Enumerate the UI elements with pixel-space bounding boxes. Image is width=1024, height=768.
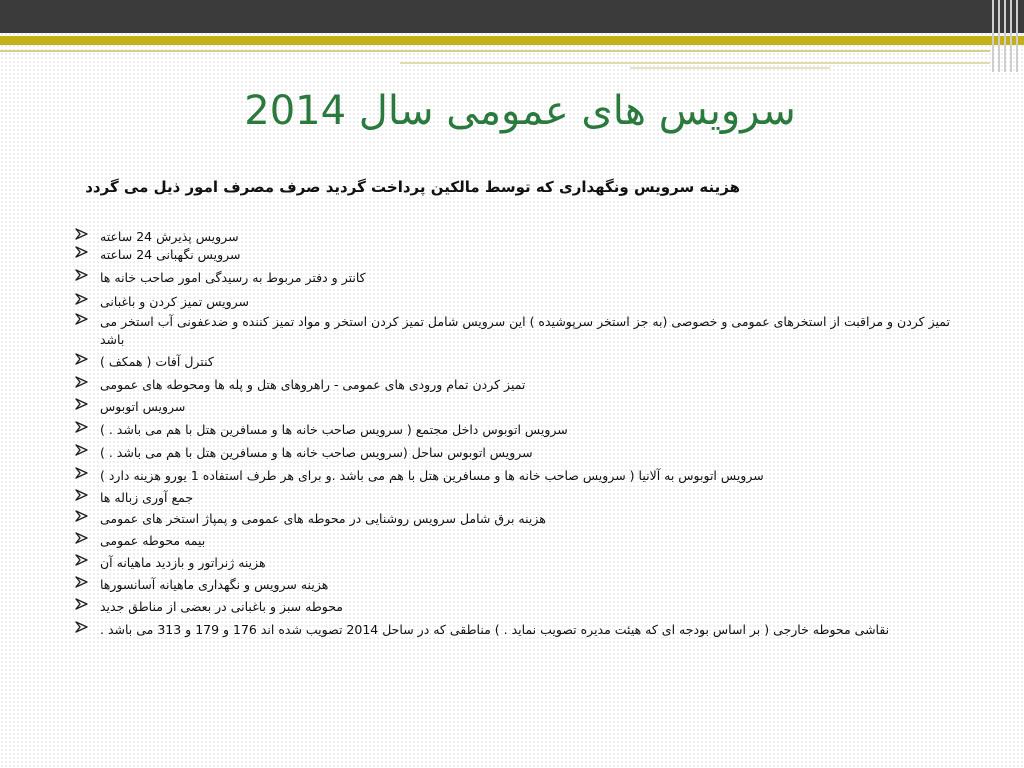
checkmark-arrow-icon [75, 553, 89, 567]
list-item-text: سرویس تمیز کردن و باغبانی [100, 294, 250, 309]
list-item-text: هزینه برق شامل سرویس روشنایی در محوطه های عمومی و پمپاژ استخر های عمومی [100, 511, 546, 526]
list-item-text: سرویس اتوبوس [100, 399, 186, 414]
checkmark-arrow-icon [75, 352, 89, 366]
list-item-text: هزینه ژنراتور و بازدید ماهیانه آن [100, 555, 266, 570]
list-item-text: سرویس نگهبانی 24 ساعته [100, 247, 241, 262]
checkmark-arrow-icon [75, 531, 89, 545]
list-item-text: محوطه سبز و باغبانی در بعضی از مناطق جدید [100, 599, 343, 614]
list-item [0, 574, 1024, 594]
list-item-text: نقاشی محوطه خارجی ( بر اساس بودجه ای که هیئت مدیره تصویب نماید . ) مناطقی که در ساحل 2014 تصویب شده اند 176 و 179 و 313 می باشد . [100, 622, 890, 637]
list-item-text: تمیز کردن تمام ورودی های عمومی - راهروهای هتل و پله ها ومحوطه های عمومی [100, 377, 526, 392]
list-item-text: بیمه محوطه عمومی [100, 533, 206, 548]
checkmark-arrow-icon [75, 245, 89, 259]
list-item-text: سرویس اتوبوس داخل مجتمع ( سرویس صاحب خانه ها و مسافرین هتل با هم می باشد . ) [100, 422, 568, 437]
checkmark-arrow-icon [75, 620, 89, 634]
list-item [0, 374, 1024, 394]
list-item [0, 244, 1024, 264]
checkmark-arrow-icon [75, 397, 89, 411]
list-item [0, 396, 1024, 416]
list-item [0, 311, 1024, 347]
list-item-text: سرویس پذیرش 24 ساعته [100, 229, 239, 244]
list-item [0, 508, 1024, 528]
checkmark-arrow-icon [75, 312, 89, 326]
list-item [0, 487, 1024, 507]
list-item-text: کنترل آفات ( همکف ) [100, 354, 214, 369]
checkmark-arrow-icon [75, 292, 89, 306]
list-item [0, 291, 1024, 311]
accent-line [400, 62, 990, 64]
checkmark-arrow-icon [75, 420, 89, 434]
list-item [0, 596, 1024, 616]
list-item-text: هزینه سرویس و نگهداری ماهیانه آسانسورها [100, 577, 329, 592]
list-item-text: سرویس اتوبوس به آلانیا ( سرویس صاحب خانه ها و مسافرین هتل با هم می باشد .و برای هر طرف استفاده 1 یورو هزینه دارد ) [100, 468, 764, 483]
slide-title: سرویس های عمومی سال 2014 [244, 88, 796, 134]
checkmark-arrow-icon [75, 575, 89, 589]
header-bar [0, 0, 1024, 33]
checkmark-arrow-icon [75, 466, 89, 480]
slide-subtitle: هزینه سرویس ونگهداری که توسط مالکین پرداخت گردید صرف مصرف امور ذیل می گردد [85, 178, 740, 196]
list-item-text: سرویس اتوبوس ساحل (سرویس صاحب خانه ها و مسافرین هتل با هم می باشد . ) [100, 445, 533, 460]
accent-line [0, 50, 990, 52]
decorative-bars [990, 0, 1024, 72]
list-item [0, 267, 1024, 287]
list-item [0, 530, 1024, 550]
checkmark-arrow-icon [75, 227, 89, 241]
list-item [0, 351, 1024, 371]
checkmark-arrow-icon [75, 443, 89, 457]
list-item [0, 619, 1024, 639]
checkmark-arrow-icon [75, 268, 89, 282]
list-item-text: کانتر و دفتر مربوط به رسیدگی امور صاحب خانه ها [100, 270, 366, 285]
list-item-text: تمیز کردن و مراقبت از استخرهای عمومی و خصوصی (به جز استخر سرپوشیده ) این سرویس شامل تمیز کردن استخر و مواد تمیز کننده و ضدعفونی آب استخر می باشد [100, 314, 950, 347]
checkmark-arrow-icon [75, 509, 89, 523]
list-item [0, 552, 1024, 572]
list-item [0, 226, 1024, 246]
checkmark-arrow-icon [75, 375, 89, 389]
accent-stripe [0, 36, 1024, 45]
checkmark-arrow-icon [75, 597, 89, 611]
list-item-text: جمع آوری زباله ها [100, 490, 194, 505]
accent-line [630, 67, 830, 69]
list-item [0, 419, 1024, 439]
list-item [0, 442, 1024, 462]
checkmark-arrow-icon [75, 488, 89, 502]
list-item [0, 465, 1024, 485]
